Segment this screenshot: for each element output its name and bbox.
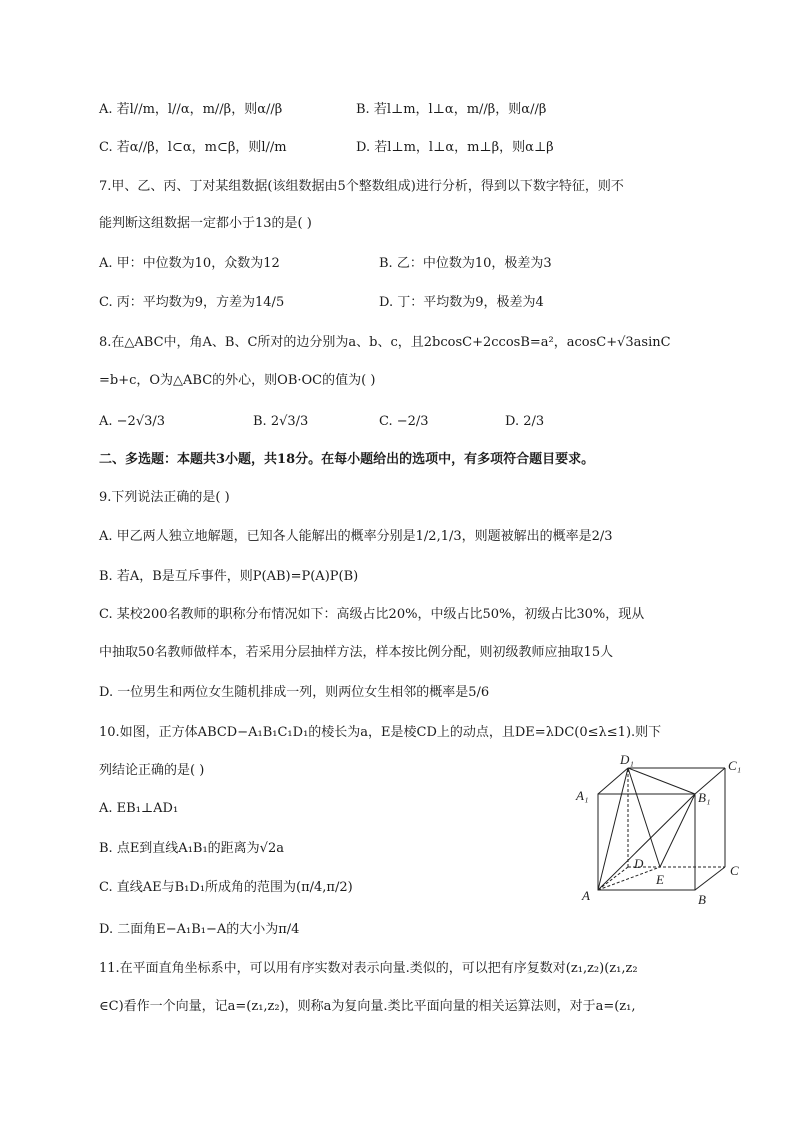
- label-a1: A₁: [576, 788, 589, 803]
- q8-stem-line2: =b+c，O为△ABC的外心，则OB·OC的值为( ): [99, 373, 376, 388]
- q6-option-d: D. 若l⊥m，l⊥α，m⊥β，则α⊥β: [356, 140, 554, 155]
- label-e: E: [656, 872, 664, 887]
- q6-option-a: A. 若l//m，l//α，m//β，则α//β: [99, 102, 283, 117]
- q10-stem-line1: 10.如图，正方体ABCD−A₁B₁C₁D₁的棱长为a，E是棱CD上的动点，且DE=λDC(0≤λ≤1).则下: [99, 725, 662, 740]
- q7-stem-line1: 7.甲、乙、丙、丁对某组数据(该组数据由5个整数组成)进行分析，得到以下数字特征，则不: [99, 179, 624, 194]
- q7-option-b: B. 乙：中位数为10，极差为3: [379, 256, 552, 271]
- q10-option-a: A. EB₁⊥AD₁: [99, 801, 179, 816]
- cube-figure: [570, 750, 750, 910]
- label-c: C: [730, 863, 739, 878]
- q8-stem-line1: 8.在△ABC中，角A、B、C所对的边分别为a、b、c，且2bcosC+2ccosB=a²，acosC+√3asinC: [99, 335, 671, 350]
- label-a: A: [582, 888, 590, 903]
- q8-option-a: A. −2√3/3: [99, 414, 166, 429]
- label-b1: B₁: [698, 790, 711, 805]
- q6-option-b: B. 若l⊥m，l⊥α，m//β，则α//β: [356, 102, 547, 117]
- section-heading: 二、多选题：本题共3小题，共18分。在每小题给出的选项中，有多项符合题目要求。: [99, 452, 595, 467]
- q11-line2: ∈C)看作一个向量，记a=(z₁,z₂)，则称a为复向量.类比平面向量的相关运算法则，对于a=(z₁,: [99, 999, 636, 1014]
- q9-option-d: D. 一位男生和两位女生随机排成一列，则两位女生相邻的概率是5/6: [99, 685, 490, 700]
- label-b: B: [698, 892, 706, 907]
- q8-option-b: B. 2√3/3: [253, 414, 309, 429]
- q8-option-c: C. −2/3: [379, 414, 429, 429]
- q9-option-b: B. 若A，B是互斥事件，则P(AB)=P(A)P(B): [99, 569, 359, 584]
- q10-option-d: D. 二面角E−A₁B₁−A的大小为π/4: [99, 922, 300, 937]
- q10-option-b: B. 点E到直线A₁B₁的距离为√2a: [99, 841, 284, 856]
- q11-line1: 11.在平面直角坐标系中，可以用有序实数对表示向量.类似的，可以把有序复数对(z₁,z₂)(z₁,z₂: [99, 961, 638, 976]
- q9-option-c-line2: 中抽取50名教师做样本，若采用分层抽样方法，样本按比例分配，则初级教师应抽取15人: [99, 645, 614, 660]
- q9-option-c-line1: C. 某校200名教师的职称分布情况如下：高级占比20%，中级占比50%，初级占比30%，现从: [99, 607, 645, 622]
- q10-stem-line2: 列结论正确的是( ): [99, 763, 205, 778]
- q9-stem: 9.下列说法正确的是( ): [99, 490, 230, 505]
- q7-option-d: D. 丁：平均数为9，极差为4: [379, 295, 544, 310]
- q7-stem-line2: 能判断这组数据一定都小于13的是( ): [99, 216, 312, 231]
- q7-option-c: C. 丙：平均数为9，方差为14/5: [99, 295, 285, 310]
- q6-option-c: C. 若α//β，l⊂α，m⊂β，则l//m: [99, 140, 287, 155]
- label-c1: C₁: [728, 758, 742, 773]
- q9-option-a: A. 甲乙两人独立地解题，已知各人能解出的概率分别是1/2,1/3，则题被解出的概率是2/3: [99, 529, 613, 544]
- q10-option-c: C. 直线AE与B₁D₁所成角的范围为(π/4,π/2): [99, 880, 353, 895]
- q7-option-a: A. 甲：中位数为10，众数为12: [99, 256, 280, 271]
- q8-option-d: D. 2/3: [505, 414, 545, 429]
- label-d: D: [634, 856, 644, 871]
- label-d1: D₁: [620, 752, 634, 767]
